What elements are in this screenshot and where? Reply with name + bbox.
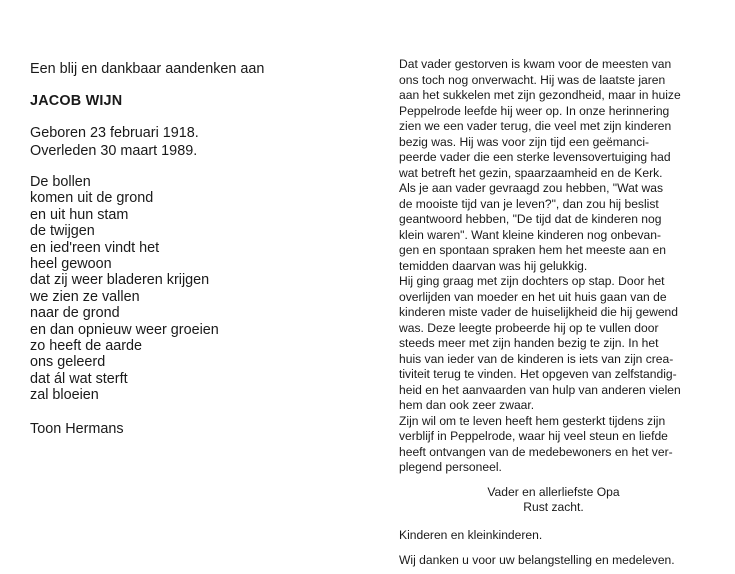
right-panel (399, 57, 708, 569)
dates-block (30, 124, 350, 160)
text-line: overlijden van moeder en het uit huis gaan van de (399, 289, 667, 304)
text-line: de mooiste tijd van je leven?", dan zou hij beslist (399, 196, 659, 211)
poem-line: de twijgen (30, 223, 95, 240)
text-line: zien we een vader terug, die veel met zijn kinderen (399, 119, 672, 133)
text-line: Peppelrode leefde hij weer op. In onze herinnering (399, 103, 670, 118)
death-date: Overleden 30 maart 1989. (30, 143, 198, 159)
text-line: klein waren". Want kleine kinderen nog onbevan- (399, 227, 661, 242)
intro-text: Een blij en dankbaar aandenken aan (30, 61, 265, 77)
text-line: verblijf in Peppelrode, waar hij veel steun en liefde (399, 429, 668, 443)
text-line: tiviteit terug te vinden. Het opgeven van zelfstandig- (399, 367, 677, 381)
text-line: ons toch nog onverwacht. Hij was de laatste jaren (399, 72, 666, 87)
text-line: peerde vader die een sterke levensovertuiging had (399, 150, 671, 164)
deceased-name: JACOB WIJN (30, 93, 123, 109)
text-line: Hij ging graag met zijn dochters op stap. Door het (399, 274, 665, 288)
poem-author: Toon Hermans (30, 420, 124, 437)
text-line: heeft ontvangen van de medebewoners en het ver- (399, 444, 673, 459)
poem (30, 174, 350, 404)
text-line: Zijn wil om te leven heeft hem gesterkt tijdens zijn (399, 413, 666, 428)
poem-line: heel gewoon (30, 256, 112, 273)
closing-line: Vader en allerliefste Opa (487, 484, 620, 499)
text-line: was. Deze leegte probeerde hij op te vullen door (399, 320, 659, 335)
poem-line: en uit hun stam (30, 206, 129, 223)
poem-line: zal bloeien (30, 387, 99, 404)
text-line: huis van ieder van de kinderen is iets van zijn crea- (399, 351, 674, 366)
left-panel (30, 60, 350, 438)
family-signature: Kinderen en kleinkinderen. (399, 527, 543, 542)
poem-line: naar de grond (30, 305, 120, 322)
poem-line: en dan opnieuw weer groeien (30, 321, 219, 338)
text-line: temidden daarvan was hij gelukkig. (399, 258, 588, 273)
text-line: gen en spontaan spraken hem het meeste aan en (399, 243, 666, 257)
poem-line: zo heeft de aarde (30, 338, 143, 355)
memorial-text (399, 57, 708, 476)
closing-block (399, 485, 708, 516)
poem-line: we zien ze vallen (30, 288, 140, 305)
text-line: Als je aan vader gevraagd zou hebben, "Wat was (399, 181, 664, 195)
poem-line: De bollen (30, 174, 91, 190)
text-line: steeds meer met zijn handen bezig te zijn. In het (399, 336, 659, 350)
thanks-text: Wij danken u voor uw belangstelling en medeleven. (399, 553, 675, 567)
text-line: bezig was. Hij was voor zijn tijd een geëmanci- (399, 134, 650, 149)
text-line: Dat vader gestorven is kwam voor de meesten van (399, 57, 672, 71)
poem-line: ons geleerd (30, 354, 106, 371)
text-line: plegend personeel. (399, 460, 502, 474)
poem-line: komen uit de grond (30, 190, 154, 207)
text-line: wat betreft het gezin, spaarzaamheid en de Kerk. (399, 165, 663, 180)
text-line: geantwoord hebben, "De tijd dat de kinderen nog (399, 212, 662, 226)
text-line: kinderen miste vader de huiselijkheid die hij gewend (399, 305, 678, 319)
poem-line: dat ál wat sterft (30, 370, 128, 387)
birth-date: Geboren 23 februari 1918. (30, 125, 199, 141)
poem-line: dat zij weer bladeren krijgen (30, 272, 210, 289)
text-line: aan het sukkelen met zijn gezondheid, maar in huize (399, 88, 681, 102)
poem-line: en ied'reen vindt het (30, 239, 160, 256)
text-line: hem dan ook zeer zwaar. (399, 398, 535, 412)
closing-line: Rust zacht. (523, 500, 584, 514)
text-line: heid en het aanvaarden van hulp van anderen vielen (399, 382, 681, 397)
